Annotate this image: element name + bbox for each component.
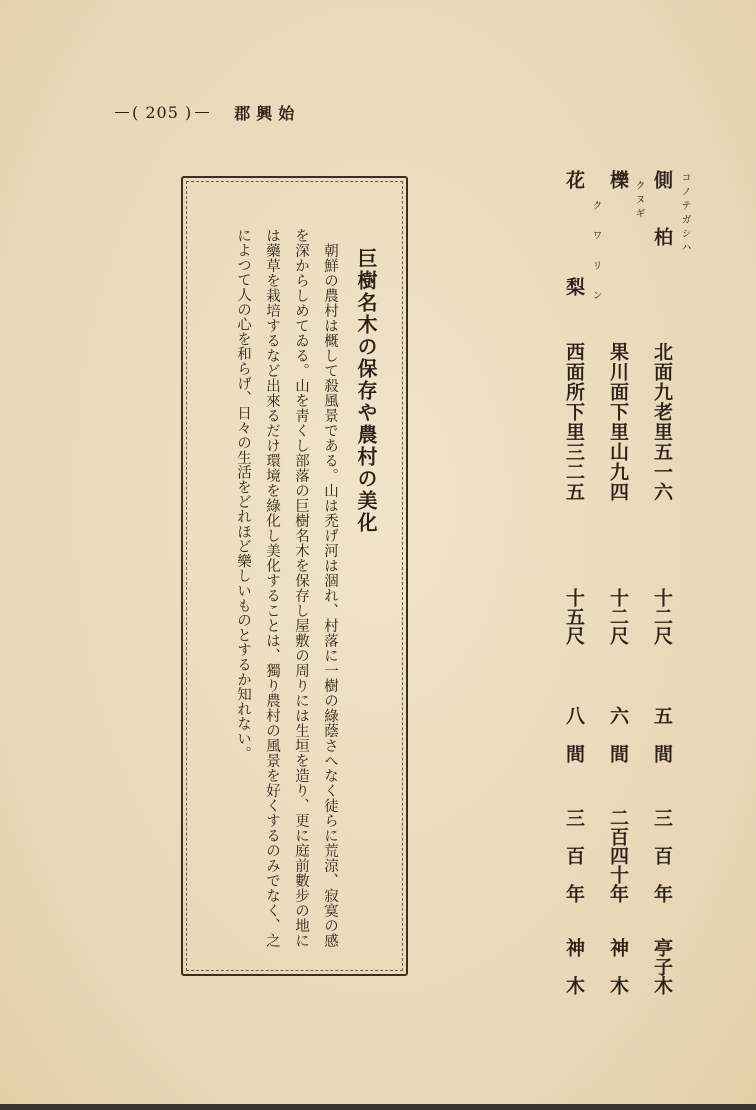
entry-name-1: 側柏 bbox=[651, 170, 673, 284]
page-header bbox=[112, 98, 300, 126]
entry-age-3: 三 百 年 bbox=[563, 808, 585, 903]
entry-name-2: 櫟 bbox=[607, 170, 629, 249]
entry-girth-1: 五 間 bbox=[651, 706, 673, 763]
entry-location-2: 果川面下里山九四 bbox=[607, 342, 629, 502]
entry-type-2: 神 木 bbox=[607, 938, 629, 995]
entry-height-2: 十二尺 bbox=[607, 588, 629, 645]
entry-name-3: 花梨 bbox=[563, 170, 585, 384]
entry-height-1: 十二尺 bbox=[651, 588, 673, 645]
page-bottom-edge bbox=[0, 1104, 756, 1110]
page-number-value: 205 bbox=[145, 102, 179, 122]
entry-age-2: 二百四十年 bbox=[607, 808, 629, 903]
entry-girth-2: 六 間 bbox=[607, 706, 629, 763]
entry-age-1: 三 百 年 bbox=[651, 808, 673, 903]
page-number: ( 205 ) bbox=[112, 103, 212, 122]
entry-type-3: 神 木 bbox=[563, 938, 585, 995]
entry-ruby-1: コノテガシハ bbox=[679, 172, 690, 256]
entry-girth-3: 八 間 bbox=[563, 706, 585, 763]
article-title: 巨樹名木の保存や農村の美化 bbox=[354, 248, 378, 534]
entry-type-1: 亭子木 bbox=[651, 938, 673, 995]
article-body: 朝鮮の農村は概して殺風景である。山は禿げ河は涸れ、村落に一樹の綠蔭さへなく徒らに荒涼、寂寞の感を深からしめてゐる。山を靑くし部落の巨樹名木を保存し屋敷の周りには生垣を造り、更に庭前數步の地には藥草を栽培するなど出來るだけ環境を綠化し美化することは、獨り農村の風景を好くするのみでなく、之によつて人の心を和らげ、日々の生活をどれほど樂しいものとするか知れない。 bbox=[235, 228, 338, 948]
article-box bbox=[181, 176, 408, 976]
entry-location-3: 西面所下里三二五 bbox=[563, 342, 585, 502]
entry-location-1: 北面九老里五一六 bbox=[651, 342, 673, 502]
entry-ruby-3: クワリン bbox=[590, 200, 601, 320]
entry-height-3: 十五尺 bbox=[563, 588, 585, 645]
running-title: 始興郡 bbox=[234, 103, 301, 123]
entry-ruby-2: クヌギ bbox=[633, 180, 644, 222]
